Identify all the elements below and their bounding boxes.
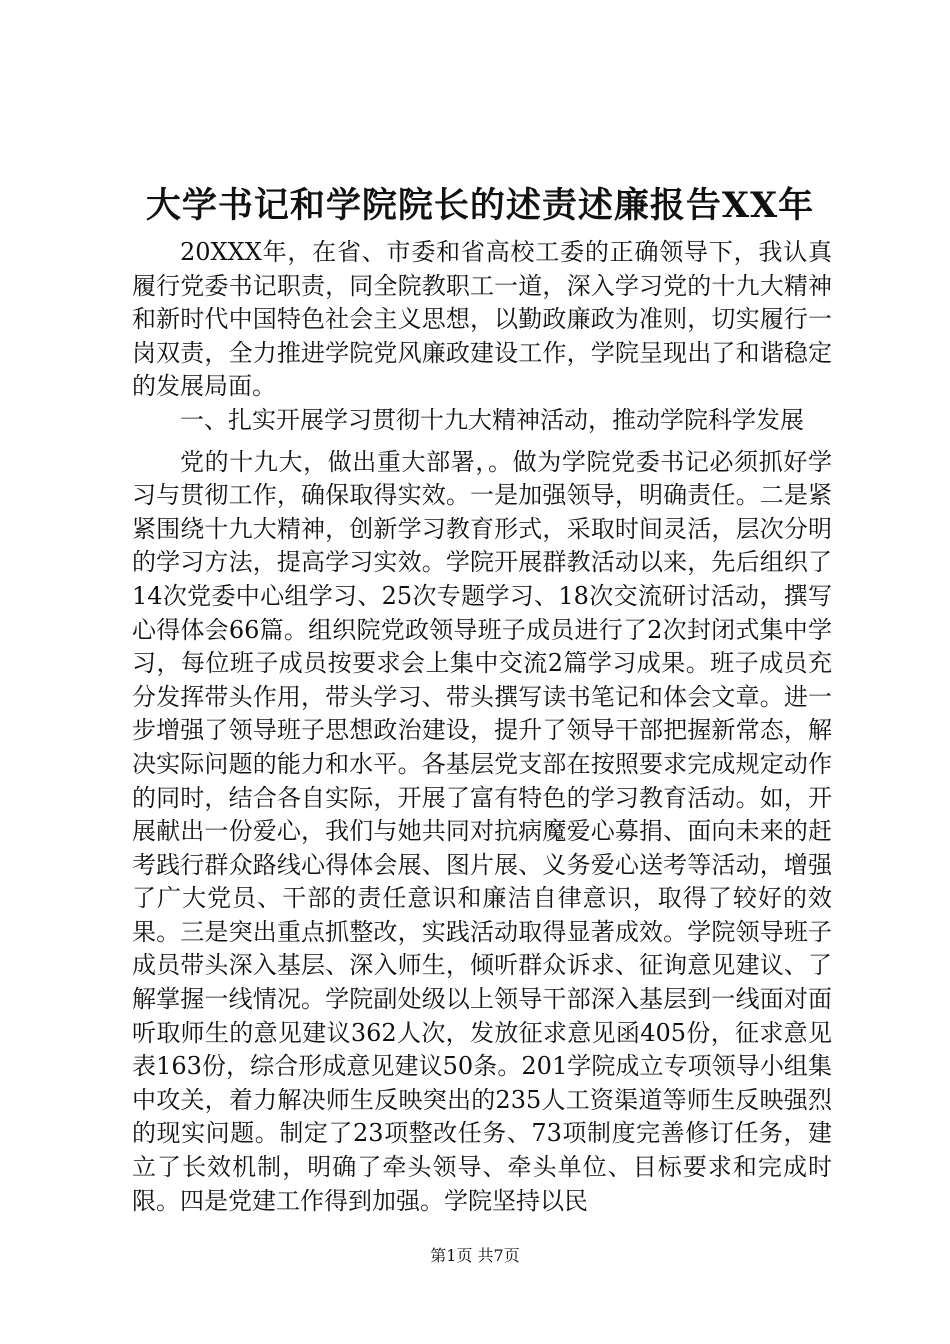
document-title: 大学书记和学院院长的述责述廉报告XX年 (145, 185, 815, 226)
section-heading: 一、扎实开展学习贯彻十九大精神活动，推动学院科学发展 (180, 405, 804, 434)
intro-paragraph: 20XXX年，在省、市委和省高校工委的正确领导下，我认真履行党委书记职责，同全院教职工一道，深入学习党的十九大精神和新时代中国特色社会主义思想，以勤政廉政为准则，切实履行一岗双责，全力推进学院党风廉政建设工作，学院呈现出了和谐稳定的发展局面。 (132, 238, 832, 401)
section-paragraph: 党的十九大，做出重大部署，。做为学院党委书记必须抓好学习与贯彻工作，确保取得实效。一是加强领导，明确责任。二是紧紧围绕十九大精神，创新学习教育形式，采取时间灵活，层次分明的学习方法，提高学习实效。学院开展群教活动以来，先后组织了14次党委中心组学习、25次专题学习、18次交流研讨活动，撰写心得体会66篇。组织院党政领导班子成员进行了2次封闭式集中学习，每位班子成员按要求会上集中交流2篇学习成果。班子成员充分发挥带头作用，带头学习、带头撰写读书笔记和体会文章。进一步增强了领导班子思想政治建设，提升了领导干部把握新常态，解决实际问题的能力和水平。各基层党支部在按照要求完成规定动作的同时，结合各自实际，开展了富有特色的学习教育活动。如，开展献出一份爱心，我们与她共同对抗病魔爱心募捐、面向未来的赶考践行群众路线心得体会展、图片展、义务爱心送考等活动，增强了广大党员、干部的责任意识和廉洁自律意识，取得了较好的效果。三是突出重点抓整改，实践活动取得显著成效。学院领导班子成员带头深入基层、深入师生，倾听群众诉求、征询意见建议、了解掌握一线情况。学院副处级以上领导干部深入基层到一线面对面听取师生的意见建议362人次，发放征求意见函405份，征求意见表163份，综合形成意见建议50条。201学院成立专项领导小组集中攻关，着力解决师生反映突出的235人工资渠道等师生反映强烈的现实问题。制定了23项整改任务、73项制度完善修订任务，建立了长效机制，明确了牵头领导、牵头单位、目标要求和完成时限。四是党建工作得到加强。学院坚持以民 (132, 447, 832, 1215)
page-number-footer: 第1页 共7页 (430, 1246, 520, 1265)
document-body (132, 236, 832, 1218)
